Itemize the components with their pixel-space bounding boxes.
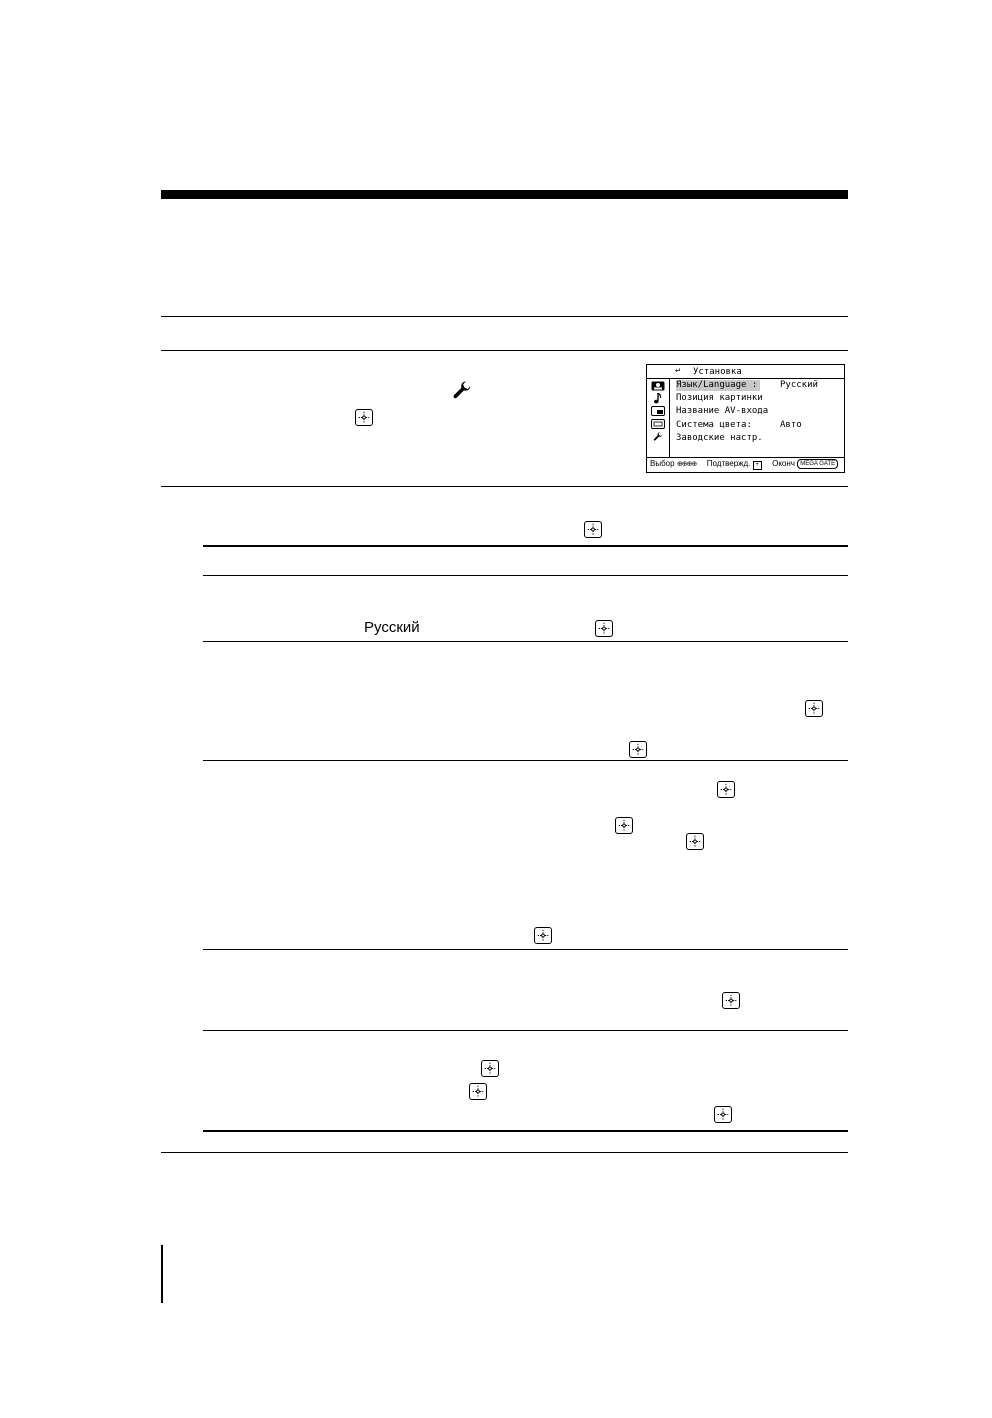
ok-button-icon <box>584 521 602 538</box>
osd-item-color-system-value: Авто <box>780 420 802 430</box>
divider <box>161 350 848 351</box>
ok-button-icon <box>805 700 823 717</box>
back-arrow-icon: ↩ <box>675 366 681 376</box>
osd-menu-title: Установка <box>693 367 742 377</box>
table-row-divider <box>203 760 848 761</box>
header-bar <box>161 190 848 199</box>
table-row-divider <box>203 1030 848 1031</box>
osd-footer-ok-icon: + <box>753 461 762 470</box>
osd-item-color-system[interactable]: Система цвета: <box>676 420 752 430</box>
table-top-rule <box>203 545 848 547</box>
osd-item-language[interactable]: Язык/Language : <box>676 380 760 391</box>
ok-button-icon <box>481 1060 499 1077</box>
ok-button-icon <box>686 833 704 850</box>
divider <box>161 1152 848 1153</box>
picture-icon <box>651 381 665 392</box>
osd-footer-confirm-label: Подтвержд. <box>706 459 751 468</box>
osd-title-divider <box>647 378 844 379</box>
osd-footer-exit-label: Оконч <box>772 459 795 468</box>
osd-item-picture-position[interactable]: Позиция картинки <box>676 393 763 403</box>
divider <box>161 316 848 317</box>
osd-item-language-value: Русский <box>780 380 818 390</box>
language-value-text: Русский <box>364 619 420 636</box>
setup-icon <box>651 432 665 443</box>
ok-button-icon <box>355 409 373 426</box>
table-bottom-rule <box>203 1130 848 1132</box>
teletext-icon <box>651 419 665 430</box>
ok-button-icon <box>629 741 647 758</box>
page-margin-line <box>161 1245 163 1303</box>
osd-footer-select-label: Выбор <box>650 459 675 468</box>
osd-item-factory-reset[interactable]: Заводские настр. <box>676 433 763 443</box>
ok-button-icon <box>717 781 735 798</box>
ok-button-icon <box>534 927 552 944</box>
table-row-divider <box>203 641 848 642</box>
sound-icon <box>651 393 665 404</box>
table-row-divider <box>203 575 848 576</box>
osd-footer-arrows-icon: ⊕⊕⊕⊕ <box>676 461 697 468</box>
osd-item-av-name[interactable]: Название AV-входа <box>676 406 769 416</box>
ok-button-icon <box>722 992 740 1009</box>
ok-button-icon <box>615 817 633 834</box>
divider <box>161 486 848 487</box>
features-icon <box>651 406 665 417</box>
osd-icon-column-divider <box>669 378 670 457</box>
ok-button-icon <box>469 1083 487 1100</box>
wrench-icon <box>451 381 473 403</box>
table-row-divider <box>203 949 848 950</box>
mega-gate-button-icon: MEGA GATE <box>797 459 838 469</box>
ok-button-icon <box>714 1106 732 1123</box>
ok-button-icon <box>595 620 613 637</box>
osd-footer <box>650 458 838 470</box>
osd-setup-menu <box>646 364 845 473</box>
